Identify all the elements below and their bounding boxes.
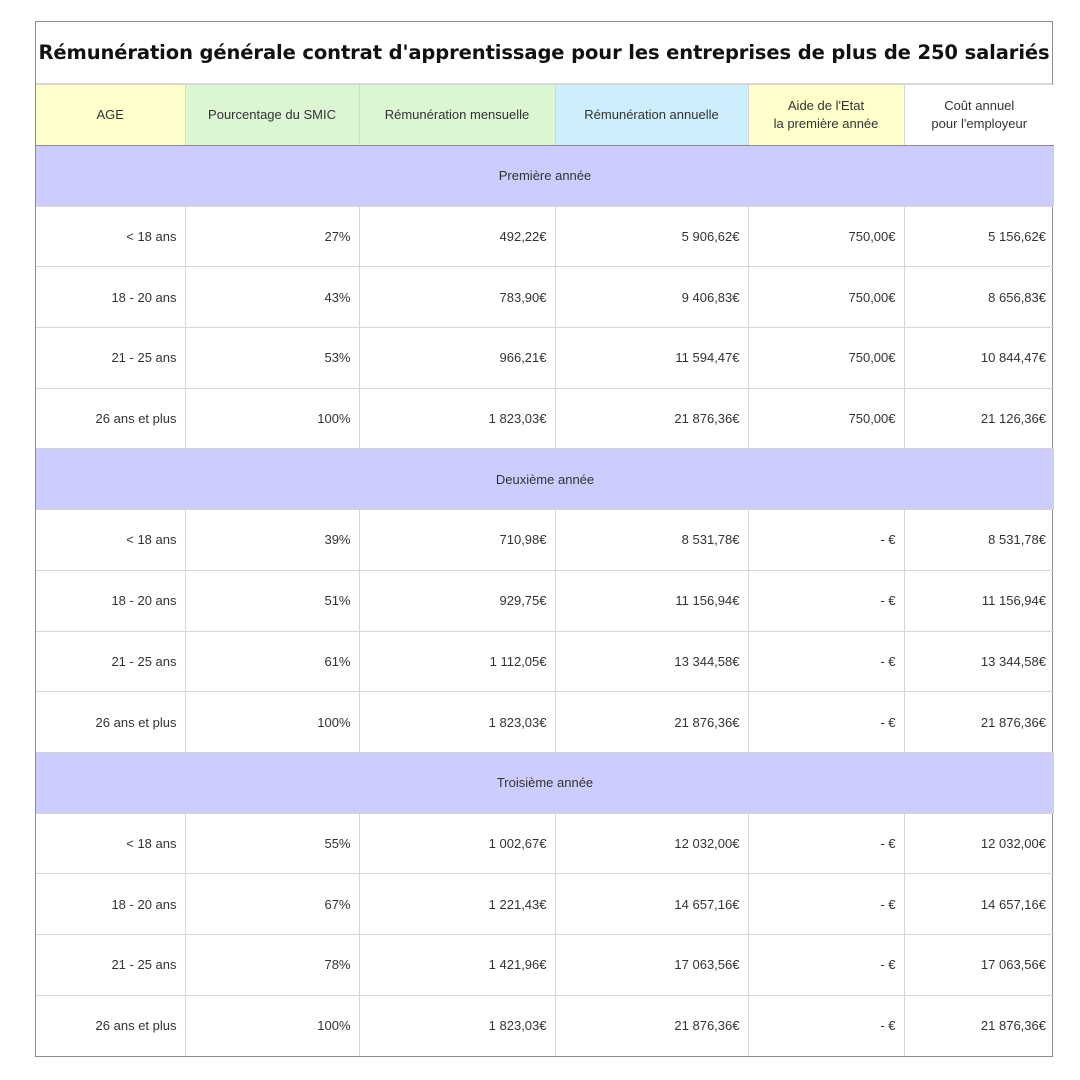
cell-annual-pay: 8 531,78€ — [555, 510, 748, 571]
cell-state-aid: 750,00€ — [748, 206, 904, 267]
header-employer-cost-line1: Coût annuel — [944, 98, 1015, 113]
cell-monthly-pay: 929,75€ — [359, 570, 555, 631]
table-row — [36, 995, 1054, 1056]
table-title: Rémunération générale contrat d'apprentissage pour les entreprises de plus de 250 salariés — [36, 22, 1052, 84]
cell-monthly-pay: 492,22€ — [359, 206, 555, 267]
table-row — [36, 631, 1054, 692]
cell-monthly-pay: 1 823,03€ — [359, 388, 555, 449]
cell-state-aid: 750,00€ — [748, 388, 904, 449]
cell-annual-pay: 14 657,16€ — [555, 874, 748, 935]
cell-age: < 18 ans — [36, 206, 185, 267]
cell-annual-pay: 21 876,36€ — [555, 995, 748, 1056]
cell-age: 21 - 25 ans — [36, 328, 185, 389]
cell-age: < 18 ans — [36, 813, 185, 874]
cell-smic-percentage: 100% — [185, 388, 359, 449]
cell-employer-cost: 12 032,00€ — [904, 813, 1054, 874]
cell-employer-cost: 21 876,36€ — [904, 995, 1054, 1056]
section-row — [36, 752, 1054, 813]
cell-employer-cost: 8 656,83€ — [904, 267, 1054, 328]
cell-smic-percentage: 100% — [185, 995, 359, 1056]
table-row — [36, 267, 1054, 328]
cell-annual-pay: 21 876,36€ — [555, 388, 748, 449]
cell-smic-percentage: 100% — [185, 692, 359, 753]
cell-age: 18 - 20 ans — [36, 570, 185, 631]
cell-age: 18 - 20 ans — [36, 267, 185, 328]
table-row — [36, 570, 1054, 631]
cell-employer-cost: 8 531,78€ — [904, 510, 1054, 571]
cell-state-aid: 750,00€ — [748, 267, 904, 328]
header-monthly-pay: Rémunération mensuelle — [359, 85, 555, 146]
table-row — [36, 934, 1054, 995]
cell-employer-cost: 14 657,16€ — [904, 874, 1054, 935]
header-smic-percentage: Pourcentage du SMIC — [185, 85, 359, 146]
cell-monthly-pay: 1 823,03€ — [359, 995, 555, 1056]
cell-age: 26 ans et plus — [36, 388, 185, 449]
cell-monthly-pay: 1 221,43€ — [359, 874, 555, 935]
cell-smic-percentage: 55% — [185, 813, 359, 874]
cell-smic-percentage: 43% — [185, 267, 359, 328]
table-row — [36, 874, 1054, 935]
cell-state-aid: - € — [748, 510, 904, 571]
cell-state-aid: - € — [748, 813, 904, 874]
table-row — [36, 813, 1054, 874]
cell-employer-cost: 21 876,36€ — [904, 692, 1054, 753]
cell-annual-pay: 17 063,56€ — [555, 934, 748, 995]
cell-smic-percentage: 27% — [185, 206, 359, 267]
cell-age: 26 ans et plus — [36, 692, 185, 753]
table-row — [36, 388, 1054, 449]
header-age: AGE — [36, 85, 185, 146]
header-employer-cost-line2: pour l'employeur — [931, 116, 1028, 131]
section-row — [36, 449, 1054, 510]
table-row — [36, 692, 1054, 753]
section-label: Deuxième année — [36, 449, 1054, 510]
cell-employer-cost: 5 156,62€ — [904, 206, 1054, 267]
table-row — [36, 328, 1054, 389]
cell-annual-pay: 11 594,47€ — [555, 328, 748, 389]
cell-smic-percentage: 78% — [185, 934, 359, 995]
cell-employer-cost: 17 063,56€ — [904, 934, 1054, 995]
cell-state-aid: - € — [748, 631, 904, 692]
table-body — [36, 146, 1054, 1056]
section-row — [36, 146, 1054, 207]
cell-state-aid: - € — [748, 934, 904, 995]
salary-table — [36, 84, 1054, 1056]
cell-age: 21 - 25 ans — [36, 631, 185, 692]
cell-annual-pay: 11 156,94€ — [555, 570, 748, 631]
cell-monthly-pay: 1 421,96€ — [359, 934, 555, 995]
header-state-aid — [748, 85, 904, 146]
header-row — [36, 85, 1054, 146]
cell-age: < 18 ans — [36, 510, 185, 571]
table-row — [36, 510, 1054, 571]
cell-annual-pay: 13 344,58€ — [555, 631, 748, 692]
cell-employer-cost: 13 344,58€ — [904, 631, 1054, 692]
cell-employer-cost: 11 156,94€ — [904, 570, 1054, 631]
cell-annual-pay: 21 876,36€ — [555, 692, 748, 753]
header-state-aid-line1: Aide de l'Etat — [787, 98, 865, 113]
cell-smic-percentage: 53% — [185, 328, 359, 389]
table-row — [36, 206, 1054, 267]
cell-employer-cost: 21 126,36€ — [904, 388, 1054, 449]
cell-monthly-pay: 710,98€ — [359, 510, 555, 571]
cell-annual-pay: 12 032,00€ — [555, 813, 748, 874]
cell-monthly-pay: 783,90€ — [359, 267, 555, 328]
cell-age: 26 ans et plus — [36, 995, 185, 1056]
header-annual-pay: Rémunération annuelle — [555, 85, 748, 146]
header-state-aid-line2: la première année — [773, 116, 879, 131]
cell-smic-percentage: 39% — [185, 510, 359, 571]
cell-state-aid: - € — [748, 570, 904, 631]
cell-monthly-pay: 1 002,67€ — [359, 813, 555, 874]
cell-employer-cost: 10 844,47€ — [904, 328, 1054, 389]
section-label: Troisième année — [36, 752, 1054, 813]
cell-annual-pay: 9 406,83€ — [555, 267, 748, 328]
cell-monthly-pay: 1 823,03€ — [359, 692, 555, 753]
cell-state-aid: - € — [748, 692, 904, 753]
cell-monthly-pay: 1 112,05€ — [359, 631, 555, 692]
spreadsheet — [35, 21, 1053, 1057]
cell-age: 18 - 20 ans — [36, 874, 185, 935]
cell-smic-percentage: 61% — [185, 631, 359, 692]
cell-state-aid: - € — [748, 995, 904, 1056]
cell-monthly-pay: 966,21€ — [359, 328, 555, 389]
cell-state-aid: 750,00€ — [748, 328, 904, 389]
cell-smic-percentage: 51% — [185, 570, 359, 631]
section-label: Première année — [36, 146, 1054, 207]
cell-age: 21 - 25 ans — [36, 934, 185, 995]
cell-smic-percentage: 67% — [185, 874, 359, 935]
cell-state-aid: - € — [748, 874, 904, 935]
header-employer-cost — [904, 85, 1054, 146]
cell-annual-pay: 5 906,62€ — [555, 206, 748, 267]
